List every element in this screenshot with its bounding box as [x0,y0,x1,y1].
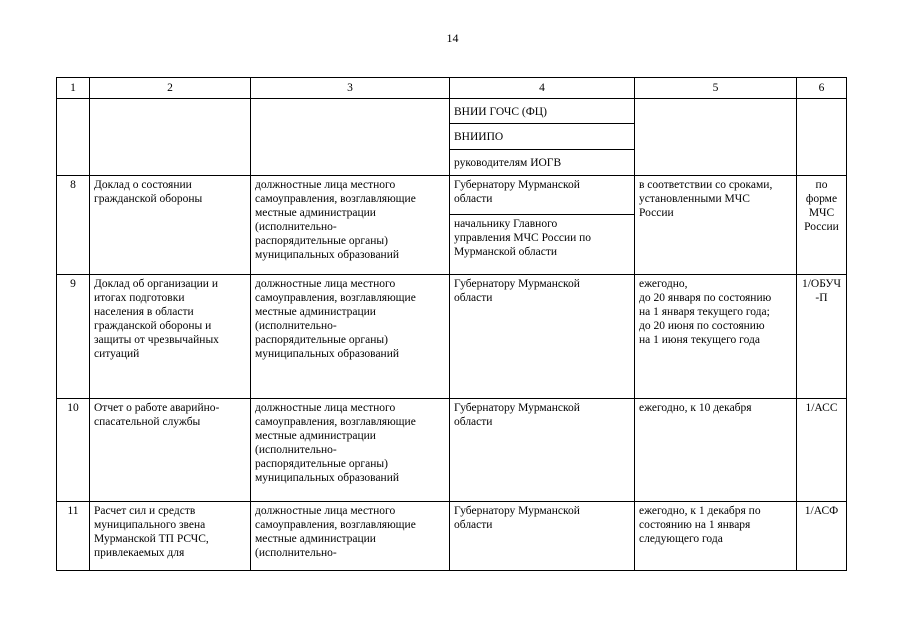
header-cell: 5 [635,78,797,99]
table-row [57,176,847,215]
recipient-cell: Губернатору Мурманской области [450,502,635,571]
recipient-cell: руководителям ИОГВ [450,150,635,176]
header-cell: 2 [90,78,251,99]
deadline-cell: в соответствии со сроками, установленными МЧС России [635,176,797,275]
recipient-cell: ВНИИ ГОЧС (ФЦ) [450,99,635,124]
deadline-cell: ежегодно, до 20 января по состоянию на 1 января текущего года; до 20 июня по состоянию на 1 июня текущего года [635,275,797,399]
deadline-cell: ежегодно, к 10 декабря [635,399,797,502]
recipient-cell: ВНИИПО [450,124,635,150]
report-title: Доклад об организации и итогах подготовки населения в области гражданской обороны и защиты от чрезвычайных ситуаций [90,275,251,399]
recipient-cell: Губернатору Мурманской области [450,399,635,502]
page-number: 14 [446,31,459,45]
recipient-cell: начальнику Главного управления МЧС России по Мурманской области [450,215,635,275]
responsible-cell: должностные лица местного самоуправления, возглавляющие местные администрации (исполнительно- распорядительные органы) муниципальных образований [251,176,450,275]
form-cell: 1/АСС [797,399,847,502]
table-header-row [57,78,847,99]
deadline-cell: ежегодно, к 1 декабря по состоянию на 1 января следующего года [635,502,797,571]
row-number: 10 [57,399,90,502]
row-number: 11 [57,502,90,571]
recipient-cell: Губернатору Мурманской области [450,176,635,215]
form-cell: 1/АСФ [797,502,847,571]
header-cell: 3 [251,78,450,99]
form-cell: 1/ОБУЧ -П [797,275,847,399]
table-row [57,502,847,571]
table-row [57,275,847,399]
report-table [56,77,847,571]
recipient-cell: Губернатору Мурманской области [450,275,635,399]
row-number: 9 [57,275,90,399]
header-cell: 4 [450,78,635,99]
table-row [57,99,847,124]
table-row [57,399,847,502]
row-number: 8 [57,176,90,275]
responsible-cell: должностные лица местного самоуправления, возглавляющие местные администрации (исполнительно- распорядительные органы) муниципальных образований [251,275,450,399]
header-cell: 6 [797,78,847,99]
report-title: Отчет о работе аварийно- спасательной службы [90,399,251,502]
report-title: Доклад о состоянии гражданской обороны [90,176,251,275]
responsible-cell: должностные лица местного самоуправления, возглавляющие местные администрации (исполнительно- [251,502,450,571]
header-cell: 1 [57,78,90,99]
report-title: Расчет сил и средств муниципального звена Мурманской ТП РСЧС, привлекаемых для [90,502,251,571]
responsible-cell: должностные лица местного самоуправления, возглавляющие местные администрации (исполнительно- распорядительные органы) муниципальных образований [251,399,450,502]
form-cell: по форме МЧС России [797,176,847,275]
